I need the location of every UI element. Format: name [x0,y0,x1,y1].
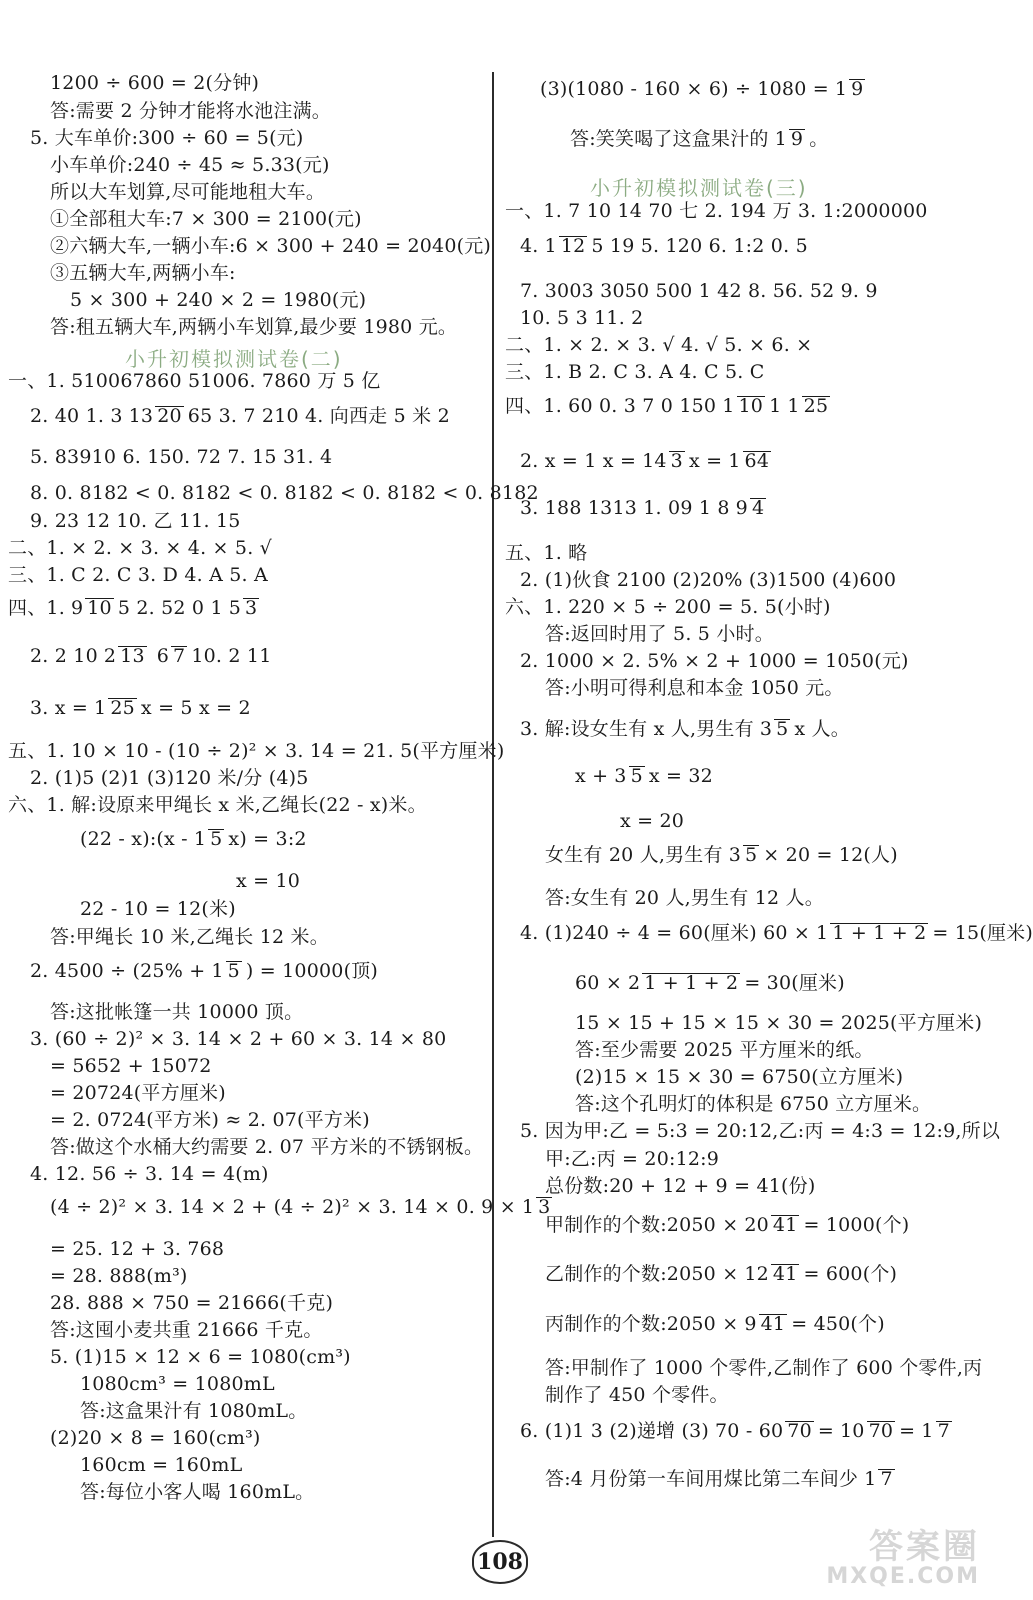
answer-text: 答:租五辆大车,两辆小车划算,最少要 1980 元。 [50,316,458,338]
answer-text: 甲:乙:丙 = 20:12:9 [545,1148,720,1170]
fraction [720,396,765,416]
answer-text: 65 3. 7 210 4. 向西走 5 米 2 [187,405,450,427]
answer-text: 4. [520,235,539,257]
answer-text: 答:女生有 20 人,男生有 12 人。 [545,887,824,909]
fraction-numerator: 3 [759,718,773,740]
fraction-denominator: 1 + 1 + 2 [644,972,739,994]
left-answer-line [50,926,329,948]
answer-text: 7. 3003 3050 500 1 42 8. 56. 52 9. 9 [520,280,878,302]
fraction [773,129,806,149]
right-answer-line [545,887,824,909]
answer-text: 答:笑笑喝了这盒果汁的 [570,128,769,150]
answer-text: x = [688,450,723,472]
left-answer-line [80,1373,275,1395]
fraction [192,829,225,849]
answer-text: = 15(厘米) [932,922,1033,944]
page-number: 108 [472,1540,528,1584]
answer-text: 2. 40 1. 3 [30,405,123,427]
right-answer-line [545,677,844,699]
right-answer-line [575,1012,982,1034]
fraction [785,396,830,416]
watermark-url: MXQE.COM [826,1564,980,1589]
fraction-denominator: 41 [772,1214,798,1236]
fraction-numerator: 2 [627,972,641,994]
right-answer-line [545,1468,899,1490]
answer-text: 小车单价:240 ÷ 45 ≈ 5.33(元) [50,154,330,176]
fraction [92,698,137,718]
answer-text: 8. 0. 8182 < 0. 8182 < 0. 8182 < 0. 8182 < 0. 8182 [30,482,539,504]
answer-text: 2. 1000 × 2. 5% × 2 + 1000 = 1050(元) [520,650,909,672]
left-answer-line [30,960,378,982]
section-title-exam-3: 小升初模拟测试卷(三) [590,176,808,200]
answer-text: 乙制作的个数:2050 × [545,1263,739,1285]
right-answer-line [540,78,869,100]
fraction-numerator: 1 [834,78,848,100]
fraction-numerator: 9 [735,497,748,519]
fraction-numerator: 1 [544,235,557,257]
left-answer-line [80,1481,314,1503]
right-answer-line [545,1357,982,1379]
answer-text: 答:甲制作了 1000 个零件,乙制作了 600 个零件,丙 [545,1357,983,1379]
fraction-numerator: 70 - 60 [715,1420,784,1442]
answer-text: 三、1. C 2. C 3. D 4. A 5. A [8,564,268,586]
right-answer-line [620,810,684,832]
answer-text: 答:至少需要 2025 平方厘米的纸。 [575,1039,874,1061]
fraction [758,719,791,739]
left-answer-line [50,154,330,176]
right-answer-line [520,922,1033,944]
answer-text: 1 [769,395,782,417]
left-answer-line [30,767,309,789]
fraction [742,1314,787,1334]
answer-text: 5. 83910 6. 150. 72 7. 15 31. 4 [30,446,333,468]
answer-text: 四、1. [8,597,65,619]
fraction [838,1421,895,1441]
left-answer-line [8,794,427,816]
answer-text: × 20 = 12(人) [763,844,898,866]
right-answer-line [520,450,775,472]
answer-text: 答:每位小客人喝 160mL。 [80,1481,315,1503]
fraction-numerator: 1 [193,828,207,850]
left-answer-line [50,235,491,257]
fraction-numerator: 1 [921,1420,934,1442]
fraction-denominator: 5 [776,718,789,740]
fraction-numerator: 1 [787,395,800,417]
answer-text: 所以大车划算,尽可能地租大车。 [50,181,326,203]
right-answer-line [575,972,845,994]
fraction-numerator: 1 [211,960,224,982]
answer-text: = 25. 12 + 3. 768 [50,1238,225,1260]
answer-text: x) = 3:2 [228,828,307,850]
answer-text: 9. 23 12 10. 乙 11. 15 [30,510,241,532]
fraction-denominator: 20 [157,405,182,427]
fraction [127,406,184,426]
answer-text: 答:4 月份第一车间用煤比第二车间少 [545,1468,859,1490]
answer-text: 6. (1)1 3 (2)递增 (3) [520,1420,710,1442]
left-answer-line [50,181,325,203]
fraction-denominator: 25 [110,697,135,719]
answer-text: 28. 888 × 750 = 21666(千克) [50,1292,334,1314]
fraction-denominator: 70 [787,1420,812,1442]
answer-text: 六、1. 220 × 5 ÷ 200 = 5. 5(小时) [505,596,831,618]
fraction-denominator: 41 [760,1313,786,1335]
fraction-numerator: 1 [816,922,829,944]
left-answer-line [30,510,241,532]
right-answer-line [570,128,828,150]
column-divider [492,72,494,1537]
right-answer-line [505,596,831,618]
answer-text: = 2. 0724(平方米) ≈ 2. 07(平方米) [50,1109,370,1131]
left-answer-line [50,1265,188,1287]
watermark-logo [800,1518,980,1590]
fraction-denominator: 5 [210,828,223,850]
left-answer-line [30,1028,446,1050]
right-answer-line [520,307,643,329]
left-answer-line [30,482,539,504]
fraction [726,451,771,471]
fraction-denominator: 10 [738,395,764,417]
left-answer-line [50,316,457,338]
fraction-denominator: 13 [120,645,145,667]
right-answer-line [505,200,928,222]
right-answer-line [520,235,808,257]
fraction [814,923,928,943]
left-answer-line [8,597,263,619]
right-answer-line [545,1148,719,1170]
answer-text: x + [575,765,609,787]
left-answer-line [8,564,268,586]
answer-text: ) = 10000(顶) [245,960,379,982]
left-answer-line [50,1319,323,1341]
left-answer-line [50,1346,351,1368]
fraction-denominator: 25 [803,395,829,417]
answer-text: 1200 ÷ 600 = 2(分钟) [50,72,260,94]
answer-text: ①全部租大车:7 × 300 = 2100(元) [50,208,362,230]
fraction [919,1421,952,1441]
fraction [727,845,760,865]
answer-text: = 5652 + 15072 [50,1055,212,1077]
answer-text: x = 20 [620,810,685,832]
fraction [626,973,740,993]
answer-text: 四、1. 60 0. 3 7 0 150 [505,395,717,417]
answer-text: = [817,1420,834,1442]
right-answer-line [545,623,774,645]
fraction-denominator: 41 [772,1263,798,1285]
fraction [862,1469,895,1489]
left-answer-line [8,537,272,559]
answer-text: (2)20 × 8 = 160(cm³) [50,1427,261,1449]
fraction [543,236,588,256]
fraction-denominator: 5 [630,765,643,787]
answer-text: x = 10 [236,870,301,892]
fraction [734,498,767,518]
answer-text: 60 × [575,972,622,994]
fraction-denominator: 3 [538,1196,551,1218]
answer-text: 2. (1)伙食 2100 (2)20% (3)1500 (4)600 [520,569,897,591]
answer-text: 甲制作的个数:2050 × [545,1214,739,1236]
left-answer-line [50,1136,483,1158]
answer-text: = 600(个) [803,1263,898,1285]
answer-text: 一、1. 510067860 51006. 7860 万 5 亿 [8,370,381,392]
left-answer-line [80,828,307,850]
left-answer-line [236,870,300,892]
fraction-numerator: 10 [839,1420,865,1442]
right-answer-line [505,361,765,383]
fraction-numerator: 2 [103,645,117,667]
answer-text: 10. 2 11 [191,645,272,667]
fraction-numerator: 13 [128,405,154,427]
answer-text: 5 19 5. 120 6. 1:2 0. 5 [591,235,808,257]
answer-text: ③五辆大车,两辆小车: [50,262,236,284]
answer-text: 5. 因为甲:乙 = 5:3 = 20:12,乙:丙 = 4:3 = 12:9,所以 [520,1120,1001,1142]
right-answer-line [520,1120,1000,1142]
left-answer-line [80,1400,307,1422]
right-answer-line [505,542,587,564]
answer-text: 答:这囤小麦共重 21666 千克。 [50,1319,323,1341]
fraction [155,646,188,666]
fraction [640,451,685,471]
right-answer-line [545,1313,885,1335]
answer-text: 4. 12. 56 ÷ 3. 14 = 4(m) [30,1163,269,1185]
left-answer-line [50,1196,556,1218]
fraction-numerator: 1 [521,1196,535,1218]
answer-text: = 20724(平方厘米) [50,1082,226,1104]
answer-text: 一、1. 7 10 14 70 七 2. 194 万 3. 1:2000000 [505,200,928,222]
answer-text: 5. (1)15 × 12 × 6 = 1080(cm³) [50,1346,351,1368]
left-answer-line [30,697,251,719]
left-answer-line [50,208,362,230]
right-answer-line [575,765,713,787]
left-answer-line [70,289,366,311]
answer-text: 5. 大车单价:300 ÷ 60 = 5(元) [30,127,304,149]
answer-text: 答:甲绳长 10 米,乙绳长 12 米。 [50,926,329,948]
left-answer-line [30,405,450,427]
right-answer-line [575,1066,903,1088]
fraction-denominator: 4 [751,497,765,519]
fraction-denominator: 5 [227,960,240,982]
left-answer-line [8,370,380,392]
answer-text: 三、1. B 2. C 3. A 4. C 5. C [505,361,765,383]
left-answer-line [30,645,272,667]
right-answer-line [545,1384,729,1406]
fraction-numerator: 9 [744,1313,757,1335]
fraction [612,766,645,786]
fraction-numerator: 1 [728,450,741,472]
fraction-numerator: 1 [864,1468,877,1490]
fraction [227,598,260,618]
answer-text: (3)(1080 - 160 × 6) ÷ 1080 = [540,78,829,100]
answer-text: 2. x = 1 x = [520,450,637,472]
fraction-numerator: 9 [70,597,84,619]
fraction-denominator: 7 [173,645,186,667]
fraction-numerator: 6 [156,645,170,667]
answer-text: 5 × 300 + 240 × 2 = 1980(元) [70,289,367,311]
right-answer-line [505,395,834,417]
answer-text: 丙制作的个数:2050 × [545,1313,739,1335]
fraction-denominator: 5 [745,844,758,866]
answer-text: (4 ÷ 2)² × 3. 14 × 2 + (4 ÷ 2)² × 3. 14 × 0. 9 × [50,1196,516,1218]
answer-text: 制作了 450 个零件。 [545,1384,729,1406]
left-answer-line [50,1427,261,1449]
right-answer-line [505,334,812,356]
fraction-numerator: 1 [94,697,107,719]
left-answer-line [80,1454,242,1476]
fraction-denominator: 3 [245,597,258,619]
answer-text: 答:这个孔明灯的体积是 6750 立方厘米。 [575,1093,932,1115]
fraction-numerator: 3 [728,844,741,866]
fraction [742,1264,799,1284]
right-answer-line [520,1420,956,1442]
right-answer-line [575,1039,874,1061]
fraction [69,598,114,618]
right-answer-line [545,1175,815,1197]
left-answer-line [50,72,259,94]
answer-text: 六、1. 解:设原来甲绳长 x 米,乙绳长(22 - x)米。 [8,794,427,816]
answer-text: x = 5 x = 2 [140,697,251,719]
left-answer-line [30,127,304,149]
left-answer-line [8,740,504,762]
answer-text: 二、1. × 2. × 3. × 4. × 5. √ [8,537,272,559]
answer-text: 3. (60 ÷ 2)² × 3. 14 × 2 + 60 × 3. 14 × 80 [30,1028,447,1050]
answer-text: 女生有 20 人,男生有 [545,844,723,866]
fraction-denominator: 70 [868,1420,894,1442]
fraction-denominator: 64 [744,450,770,472]
right-answer-line [575,1093,931,1115]
fraction-denominator: 9 [790,128,804,150]
right-answer-line [520,650,909,672]
fraction-denominator: 1 + 1 + 2 [832,922,927,944]
answer-text: 1080cm³ = 1080mL [80,1373,275,1395]
right-answer-line [520,718,850,740]
answer-text: 3. 188 1313 1. 09 1 8 [520,497,730,519]
right-answer-line [520,569,896,591]
right-answer-line [520,280,878,302]
answer-text: 15 × 15 + 15 × 15 × 30 = 2025(平方厘米) [575,1012,983,1034]
fraction-denominator: 12 [560,235,586,257]
fraction-numerator: 14 [642,450,667,472]
fraction [102,646,147,666]
answer-text: 答:小明可得利息和本金 1050 元。 [545,677,844,699]
answer-text: = 450(个) [791,1313,885,1335]
answer-text: 答:需要 2 分钟才能将水池注满。 [50,100,331,122]
answer-text: 3. 解:设女生有 x 人,男生有 [520,718,754,740]
answer-text: 160cm = 160mL [80,1454,243,1476]
watermark-text: 答案圈 [869,1527,980,1567]
answer-text: = 28. 888(m³) [50,1265,188,1287]
left-answer-line [50,1001,303,1023]
answer-text: 答:返回时用了 5. 5 小时。 [545,623,774,645]
left-answer-line [50,1082,226,1104]
left-answer-line [30,446,332,468]
fraction-denominator: 7 [880,1468,893,1490]
section-title-exam-2: 小升初模拟测试卷(二) [125,347,343,371]
answer-text: x = 32 [648,765,713,787]
answer-text: 2. (1)5 (2)1 (3)120 米/分 (4)5 [30,767,309,789]
left-answer-line [50,1109,370,1131]
fraction-denominator: 3 [670,450,683,472]
answer-text: 答:这盒果汁有 1080mL。 [80,1400,308,1422]
answer-text: 2. 4500 ÷ (25% + [30,960,206,982]
fraction-numerator: 5 [228,597,242,619]
left-answer-line [50,1292,333,1314]
fraction-numerator: 20 [744,1214,769,1236]
fraction-numerator: 12 [744,1263,769,1285]
answer-text: 3. x = [30,697,89,719]
left-answer-line [50,100,331,122]
right-answer-line [545,1214,909,1236]
answer-text: 五、1. 略 [505,542,588,564]
right-answer-line [520,497,770,519]
left-answer-line [50,1055,212,1077]
answer-text: = 30(厘米) [744,972,845,994]
answer-text: (22 - x):(x - [80,828,188,850]
answer-text: 4. (1)240 ÷ 4 = 60(厘米) 60 × [520,922,811,944]
right-answer-line [545,1263,897,1285]
fraction [209,961,242,981]
fraction-denominator: 9 [851,78,864,100]
fraction-numerator: 3 [614,765,627,787]
answer-text: 总份数:20 + 12 + 9 = 41(份) [545,1175,816,1197]
fraction [833,79,866,99]
left-answer-line [80,898,236,920]
answer-text: 答:做这个水桶大约需要 2. 07 平方米的不锈钢板。 [50,1136,484,1158]
fraction-numerator: 1 [774,128,787,150]
answer-text: (2)15 × 15 × 30 = 6750(立方厘米) [575,1066,904,1088]
left-answer-line [50,262,236,284]
answer-text: = 1000(个) [803,1214,910,1236]
answer-text: 二、1. × 2. × 3. √ 4. √ 5. × 6. × [505,334,813,356]
left-answer-line [50,1238,224,1260]
answer-text: 。 [809,128,829,150]
fraction-numerator: 1 [722,395,735,417]
answer-text: 22 - 10 = 12(米) [80,898,236,920]
answer-text: ②六辆大车,一辆小车:6 × 300 + 240 = 2040(元) [50,235,492,257]
fraction-denominator: 10 [87,597,112,619]
right-answer-line [545,844,898,866]
answer-text: 5 2. 52 0 1 [117,597,223,619]
left-answer-line [30,1163,269,1185]
fraction [713,1421,814,1441]
answer-text: = [899,1420,916,1442]
answer-text: 2. 2 10 [30,645,98,667]
answer-text: 10. 5 3 11. 2 [520,307,644,329]
answer-text: x 人。 [794,718,850,740]
answer-text: 五、1. 10 × 10 - (10 ÷ 2)² × 3. 14 = 21. 5(平方厘米) [8,740,505,762]
fraction [742,1215,799,1235]
fraction-denominator: 7 [937,1420,950,1442]
answer-text: 答:这批帐篷一共 10000 顶。 [50,1001,304,1023]
